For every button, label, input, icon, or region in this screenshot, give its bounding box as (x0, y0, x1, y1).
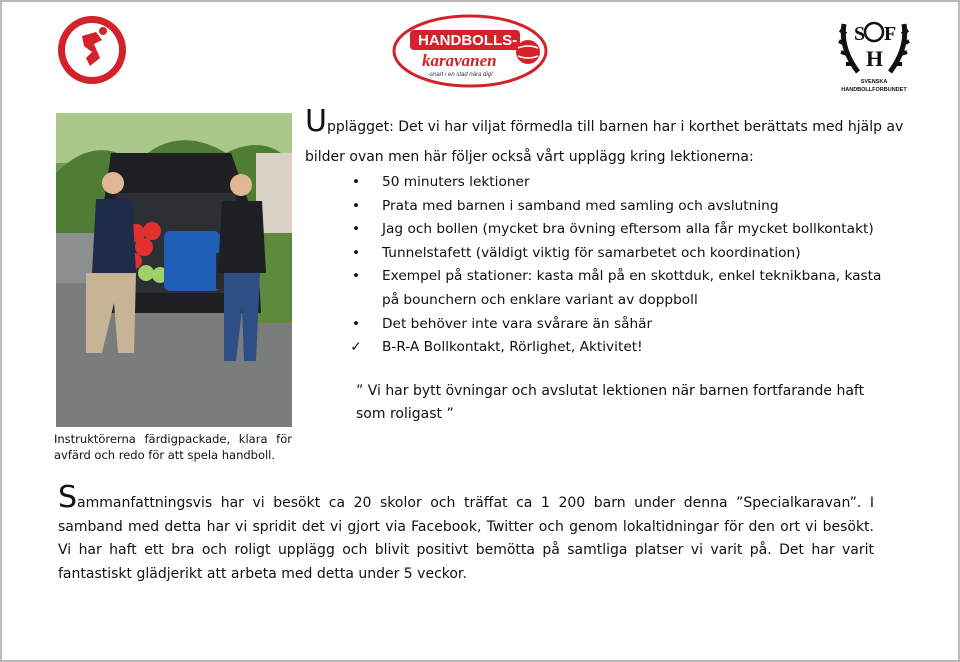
bullet-icon: • (351, 244, 361, 261)
list-item-text: Jag och bollen (mycket bra övning eftersom alla får mycket bollkontakt) (382, 221, 874, 238)
list-item (320, 265, 900, 312)
checkmark-icon: ✓ (350, 339, 362, 356)
caption-line2: avfärd och redo för att spela handboll. (54, 448, 276, 462)
list-item-text: B-R-A Bollkontakt, Rörlighet, Aktivitet! (382, 339, 643, 356)
list-item-text: Tunnelstafett (väldigt viktig för samarbetet och koordination) (382, 244, 801, 261)
svenska-handbollforbundet-logo (836, 14, 912, 94)
logo-tagline: -snart i en stad nära dig! (428, 72, 493, 78)
shf-caption-line2: HANDBOLLFORBUNDET (841, 87, 907, 93)
idrottslyftet-logo-graphic (56, 14, 128, 86)
list-item (320, 313, 900, 337)
list-item-text: Det behöver inte vara svårare än såhär (382, 315, 653, 332)
bullet-icon: • (351, 197, 361, 214)
summary-paragraph (58, 480, 874, 586)
shf-logo-graphic (836, 14, 912, 94)
list-item (320, 195, 900, 219)
intro-text: pplägget: Det vi har viljat förmedla till barnen har i korthet berättats med hjälp av bilder ovan men här följer också vårt upplägg kring lektionerna: (305, 119, 904, 165)
list-item (320, 336, 900, 360)
photo-caption (54, 431, 292, 463)
logo-line1: HANDBOLLS- (418, 32, 518, 49)
instructors-photo (56, 113, 292, 427)
logo-line2: karavanen (422, 51, 497, 70)
intro-paragraph (305, 104, 905, 172)
shf-caption-line1: SVENSKA (860, 79, 888, 85)
bullet-icon: • (351, 268, 361, 285)
list-item (320, 218, 900, 242)
quote: ” Vi har bytt övningar och avslutat lektionen när barnen fortfarande haft som roligast ” (356, 383, 865, 422)
lesson-plan-list (320, 171, 900, 360)
svg-text:F: F (884, 23, 897, 45)
idrottslyftet-logo (56, 14, 128, 86)
list-item (320, 242, 900, 266)
list-item (320, 171, 900, 195)
list-item-text: Exempel på stationer: kasta mål på en skottduk, enkel teknikbana, kasta på bounchern och enklare variant av doppboll (382, 268, 882, 308)
caption-line1: Instruktörerna färdigpackade, klara för (54, 432, 292, 446)
svg-text:S: S (854, 23, 866, 45)
svg-text:H: H (866, 46, 884, 71)
bullet-icon: • (351, 174, 361, 190)
handbollskaravanen-logo (392, 14, 548, 88)
photo-illustration (56, 113, 292, 427)
list-item-text: 50 minuters lektioner (382, 174, 530, 190)
summary-text: ammanfattningsvis har vi besökt ca 20 skolor och träffat ca 1 200 barn under denna ”Specialkaravan”. I samband med detta har vi spridit det vi gjort via Facebook, Twitter och genom lokaltidningar för den ort vi besökt. Vi har haft ett bra och roligt upplägg och blivit positivt bemötta på samtliga platser vi varit på. Det har varit fantastiskt glädjerikt att arbeta med detta under 5 veckor. (58, 495, 874, 582)
handbollskaravanen-logo-graphic (392, 14, 548, 88)
list-item-text: Prata med barnen i samband med samling och avslutning (382, 197, 779, 214)
intro-initial: U (305, 104, 327, 139)
summary-initial: S (58, 480, 78, 515)
bullet-icon: • (351, 315, 361, 332)
bullet-icon: • (351, 221, 361, 238)
